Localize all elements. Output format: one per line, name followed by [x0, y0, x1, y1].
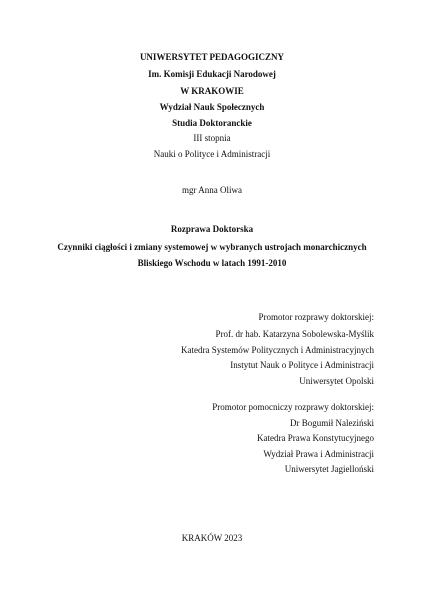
faculty-name: Wydział Nauk Społecznych [159, 102, 265, 112]
thesis-title-line-2: Bliskiego Wschodu w latach 1991-2010 [137, 258, 287, 268]
assistant-promotor-department: Katedra Prawa Konstytucyjnego [257, 433, 374, 443]
thesis-title-line-1: Czynniki ciągłości i zmiany systemowej w wybranych ustrojach monarchicznych [57, 242, 367, 252]
discipline-name: Nauki o Polityce i Administracji [153, 149, 271, 159]
thesis-type: Rozprawa Doktorska [170, 224, 254, 234]
place-and-year: KRAKÓW 2023 [181, 533, 243, 543]
university-name: UNIWERSYTET PEDAGOGICZNY [139, 52, 285, 62]
promotor-department: Katedra Systemów Politycznych i Administracyjnych [181, 345, 374, 355]
promotor-name: Prof. dr hab. Katarzyna Sobolewska-Myślik [215, 329, 374, 339]
promotor-institute: Instytut Nauk o Polityce i Administracji [230, 360, 374, 370]
promotor-label: Promotor rozprawy doktorskiej: [258, 312, 374, 322]
assistant-promotor-label: Promotor pomocniczy rozprawy doktorskiej: [212, 402, 374, 412]
assistant-promotor-faculty: Wydział Prawa i Administracji [263, 449, 374, 459]
assistant-promotor-name: Dr Bogumił Naleziński [290, 418, 374, 428]
university-city: W KRAKOWIE [180, 86, 244, 96]
university-named-after: Im. Komisji Edukacji Narodowej [148, 69, 276, 79]
author-name: mgr Anna Oliwa [182, 185, 242, 195]
promotor-university: Uniwersytet Opolski [299, 376, 374, 386]
assistant-promotor-university: Uniwersytet Jagielloński [284, 464, 374, 474]
studies-level: III stopnia [193, 133, 231, 143]
studies-name: Studia Doktoranckie [172, 118, 252, 128]
